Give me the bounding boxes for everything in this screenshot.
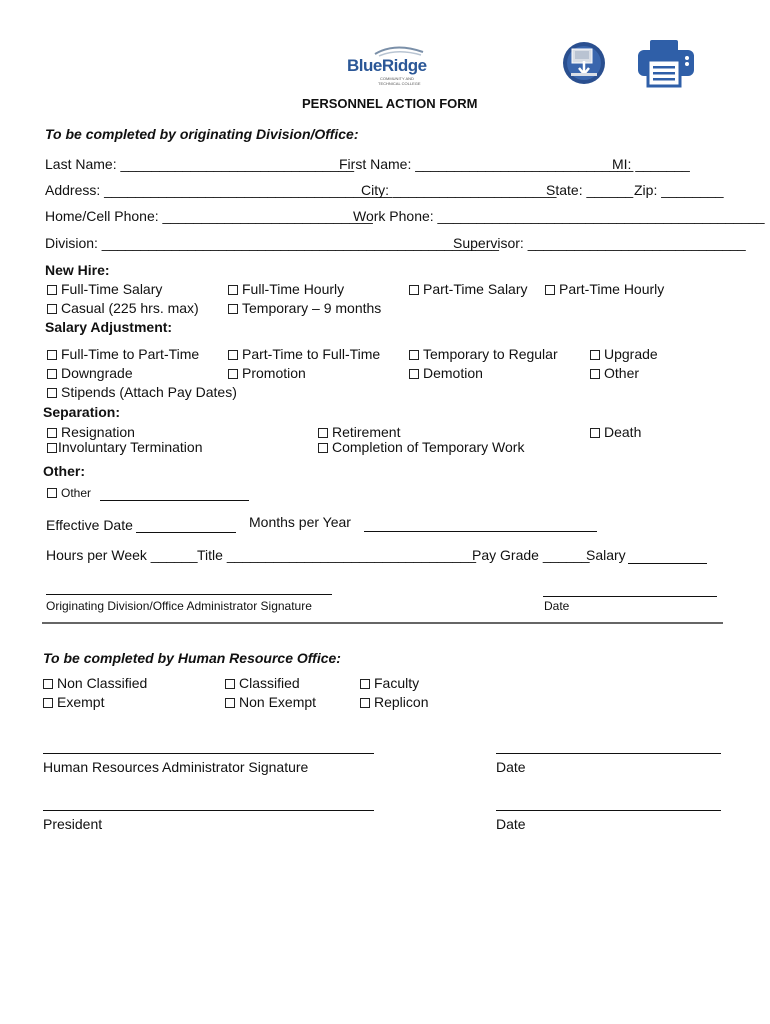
checkbox-icon [47, 388, 57, 398]
new-hire-heading: New Hire: [45, 262, 110, 278]
other-heading: Other: [43, 463, 85, 479]
checkbox-icon [47, 350, 57, 360]
checkbox-icon [590, 369, 600, 379]
checkbox-icon [228, 285, 238, 295]
checkbox-icon [360, 679, 370, 689]
logo-subtext-1: COMMUNITY AND [380, 76, 414, 81]
supervisor-field[interactable]: Supervisor: ____________________________ [453, 235, 746, 251]
checkbox-icon [228, 369, 238, 379]
state-field[interactable]: State: ______ [546, 182, 634, 198]
checkbox-icon [318, 443, 328, 453]
checkbox-resignation[interactable]: Resignation [47, 424, 135, 440]
checkbox-icon [545, 285, 555, 295]
checkbox-icon [225, 679, 235, 689]
checkbox-death[interactable]: Death [590, 424, 641, 440]
originating-date-line[interactable] [543, 596, 717, 597]
checkbox-temporary-to-regular[interactable]: Temporary to Regular [409, 346, 558, 362]
hr-signature-label: Human Resources Administrator Signature [43, 759, 309, 775]
president-signature-line[interactable] [43, 810, 374, 811]
president-date-line[interactable] [496, 810, 721, 811]
checkbox-icon [360, 698, 370, 708]
hours-per-week-field[interactable]: Hours per Week ______ [46, 547, 198, 563]
separation-heading: Separation: [43, 404, 121, 420]
checkbox-icon [43, 679, 53, 689]
checkbox-icon [590, 428, 600, 438]
checkbox-icon [409, 369, 419, 379]
first-name-field[interactable]: First Name: ____________________________ [339, 156, 634, 172]
checkbox-involuntary-termination[interactable]: Involuntary Termination [47, 439, 202, 455]
salary-line[interactable] [628, 563, 707, 564]
form-title: PERSONNEL ACTION FORM [302, 96, 478, 111]
checkbox-icon [43, 698, 53, 708]
checkbox-icon [318, 428, 328, 438]
checkbox-casual[interactable]: Casual (225 hrs. max) [47, 300, 199, 316]
checkbox-promotion[interactable]: Promotion [228, 365, 306, 381]
checkbox-downgrade[interactable]: Downgrade [47, 365, 133, 381]
checkbox-icon [228, 304, 238, 314]
checkbox-icon [47, 443, 57, 453]
checkbox-other[interactable]: Other [47, 486, 91, 500]
checkbox-icon [47, 428, 57, 438]
division-field[interactable]: Division: ___________________________________________________ [45, 235, 499, 251]
checkbox-part-time-salary[interactable]: Part-Time Salary [409, 281, 528, 297]
hr-heading: To be completed by Human Resource Office: [43, 650, 341, 666]
checkbox-part-to-full-time[interactable]: Part-Time to Full-Time [228, 346, 380, 362]
checkbox-replicon[interactable]: Replicon [360, 694, 428, 710]
hr-signature-line[interactable] [43, 753, 374, 754]
checkbox-icon [409, 285, 419, 295]
city-field[interactable]: City: _____________________ [361, 182, 557, 198]
mi-field[interactable]: MI: _______ [612, 156, 690, 172]
checkbox-salary-other[interactable]: Other [590, 365, 639, 381]
checkbox-non-classified[interactable]: Non Classified [43, 675, 147, 691]
checkbox-full-time-salary[interactable]: Full-Time Salary [47, 281, 162, 297]
work-phone-field[interactable]: Work Phone: __________________________________________ [353, 208, 765, 224]
checkbox-faculty[interactable]: Faculty [360, 675, 419, 691]
college-logo [345, 44, 425, 86]
effective-date-line[interactable] [136, 532, 236, 533]
checkbox-icon [409, 350, 419, 360]
checkbox-icon [225, 698, 235, 708]
last-name-field[interactable]: Last Name: ______________________________ [45, 156, 355, 172]
originating-heading: To be completed by originating Division/Office: [45, 126, 359, 142]
hr-date-label: Date [496, 759, 526, 775]
logo-subtext-2: TECHNICAL COLLEGE [378, 81, 421, 86]
checkbox-icon [47, 369, 57, 379]
checkbox-full-time-hourly[interactable]: Full-Time Hourly [228, 281, 344, 297]
originating-date-label: Date [544, 599, 570, 613]
section-divider [42, 622, 723, 624]
checkbox-icon [228, 350, 238, 360]
salary-adjustment-heading: Salary Adjustment: [45, 319, 173, 335]
checkbox-icon [47, 285, 57, 295]
salary-label: Salary [586, 547, 626, 563]
months-per-year-line[interactable] [364, 531, 597, 532]
checkbox-part-time-hourly[interactable]: Part-Time Hourly [545, 281, 664, 297]
checkbox-icon [47, 304, 57, 314]
checkbox-icon [47, 488, 57, 498]
originating-signature-label: Originating Division/Office Administrator Signature [46, 599, 312, 613]
checkbox-stipends[interactable]: Stipends (Attach Pay Dates) [47, 384, 237, 400]
checkbox-classified[interactable]: Classified [225, 675, 300, 691]
home-phone-field[interactable]: Home/Cell Phone: ___________________________ [45, 208, 373, 224]
effective-date-label: Effective Date [46, 517, 133, 533]
zip-field[interactable]: Zip: ________ [634, 182, 724, 198]
save-download-icon[interactable] [562, 41, 606, 85]
originating-signature-line[interactable] [46, 594, 332, 595]
checkbox-icon [590, 350, 600, 360]
checkbox-upgrade[interactable]: Upgrade [590, 346, 658, 362]
checkbox-exempt[interactable]: Exempt [43, 694, 104, 710]
months-per-year-label: Months per Year [249, 514, 351, 530]
president-label: President [43, 816, 103, 832]
other-line[interactable] [100, 500, 249, 501]
checkbox-non-exempt[interactable]: Non Exempt [225, 694, 316, 710]
address-field[interactable]: Address: _____________________________________ [45, 182, 393, 198]
title-field[interactable]: Title ________________________________ [197, 547, 476, 563]
checkbox-full-to-part-time[interactable]: Full-Time to Part-Time [47, 346, 199, 362]
hr-date-line[interactable] [496, 753, 721, 754]
checkbox-completion-temporary-work[interactable]: Completion of Temporary Work [318, 439, 524, 455]
president-date-label: Date [496, 816, 526, 832]
logo-text: BlueRidge [347, 56, 427, 75]
pay-grade-field[interactable]: Pay Grade ______ [472, 547, 590, 563]
print-icon[interactable] [636, 38, 696, 88]
checkbox-demotion[interactable]: Demotion [409, 365, 483, 381]
checkbox-temporary-9-months[interactable]: Temporary – 9 months [228, 300, 381, 316]
checkbox-retirement[interactable]: Retirement [318, 424, 400, 440]
